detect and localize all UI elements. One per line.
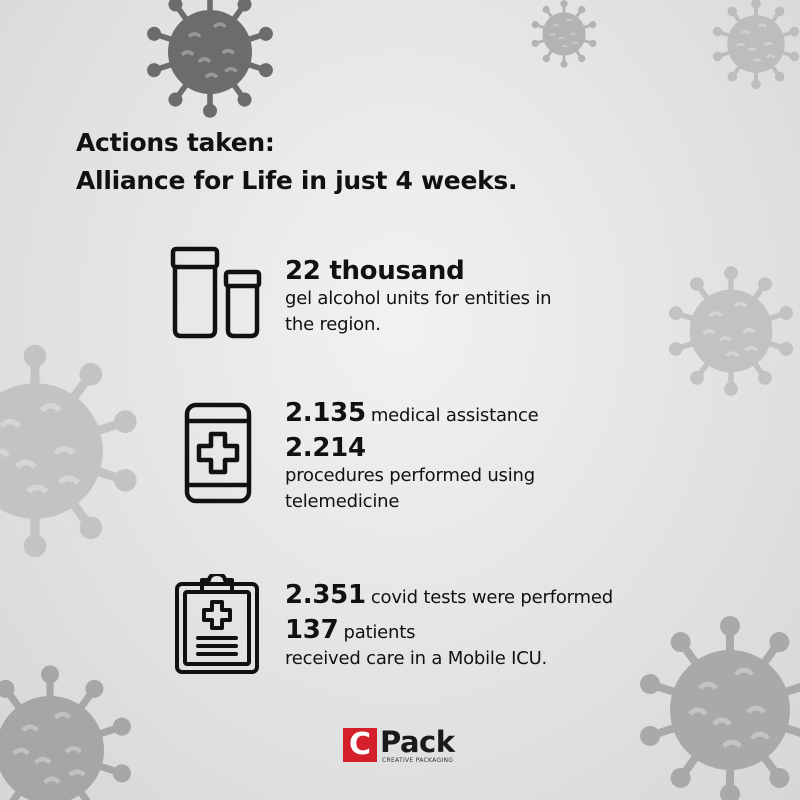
stat-value: 137 bbox=[285, 615, 339, 645]
stat-description-line: gel alcohol units for entities in bbox=[285, 288, 552, 309]
virus-icon bbox=[630, 610, 800, 800]
stat-telemedicine bbox=[285, 398, 539, 515]
virus-icon bbox=[528, 0, 600, 70]
virus-icon bbox=[662, 262, 800, 400]
gel-bottles-icon bbox=[168, 246, 264, 340]
logo-name: Pack bbox=[380, 725, 455, 759]
stat-value: 2.351 bbox=[285, 580, 366, 610]
title-line-2: Alliance for Life in just 4 weeks. bbox=[76, 166, 518, 195]
logo-tagline: CREATIVE PACKAGING bbox=[382, 757, 454, 764]
clipboard-medical-icon bbox=[174, 574, 260, 674]
stat-label: medical assistance bbox=[370, 405, 539, 426]
phone-medical-icon bbox=[184, 402, 254, 504]
stat-description-line: the region. bbox=[285, 314, 381, 335]
stat-covid-tests bbox=[285, 580, 613, 672]
stat-headline: 22 thousand bbox=[285, 256, 465, 286]
title-line-1: Actions taken: bbox=[76, 128, 275, 157]
stat-description-line: received care in a Mobile ICU. bbox=[285, 648, 548, 669]
stat-gel bbox=[285, 256, 551, 338]
virus-icon bbox=[708, 0, 800, 92]
cpack-logo bbox=[343, 725, 463, 768]
logo-mark: C bbox=[343, 728, 377, 762]
virus-icon bbox=[0, 660, 140, 800]
stat-label: covid tests were performed bbox=[370, 587, 613, 608]
virus-icon bbox=[140, 0, 280, 122]
stat-value: 2.214 bbox=[285, 433, 366, 463]
stat-description-line: procedures performed using bbox=[285, 465, 535, 486]
stat-value: 2.135 bbox=[285, 398, 366, 428]
stat-label: patients bbox=[343, 622, 416, 643]
stat-description-line: telemedicine bbox=[285, 491, 400, 512]
virus-icon bbox=[0, 338, 148, 564]
page-title bbox=[76, 124, 517, 200]
